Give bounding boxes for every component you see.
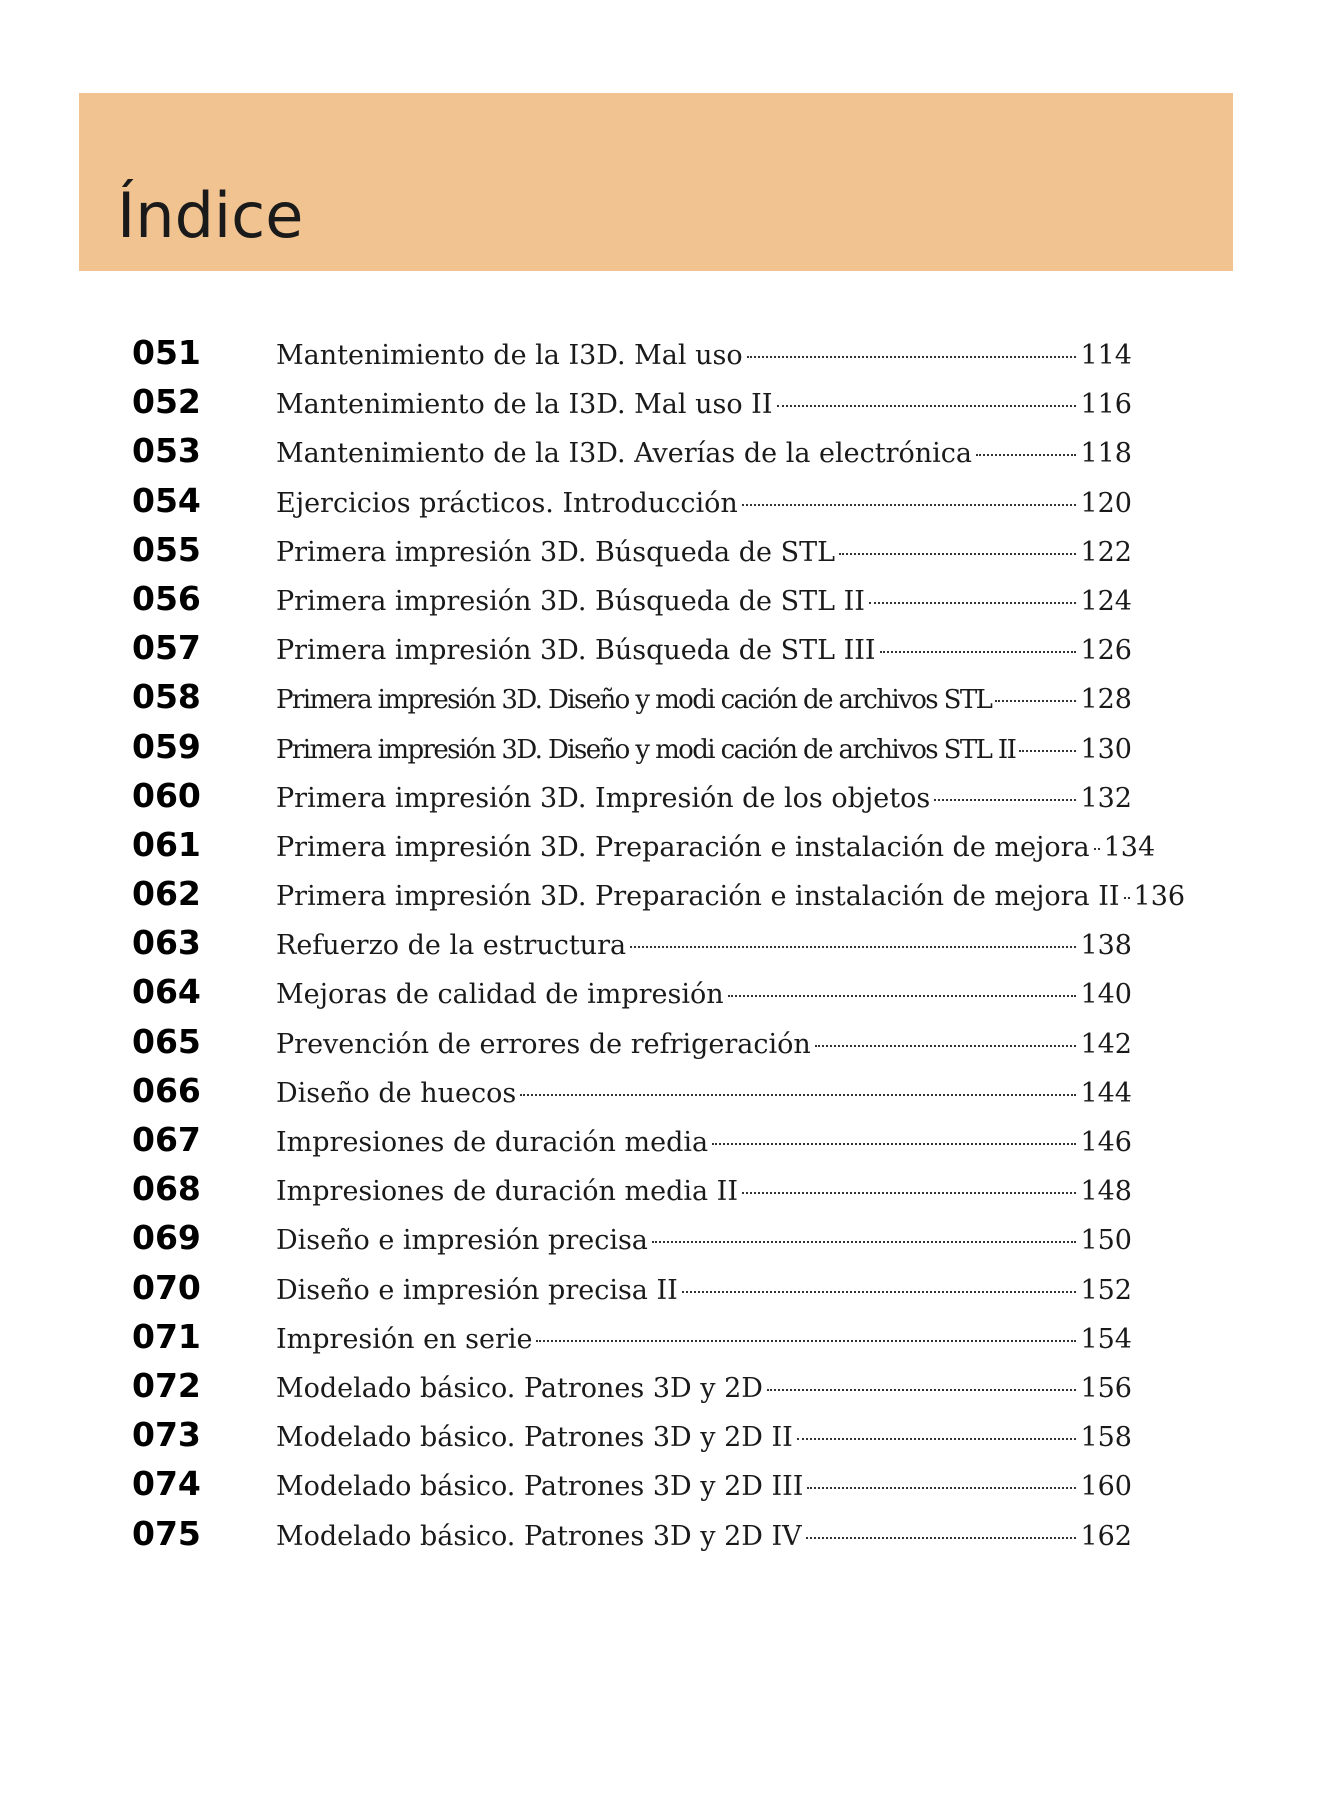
toc-entry-title-line <box>276 930 1132 961</box>
toc-entry-title-line <box>276 1225 1132 1256</box>
toc-entry-number: 073 <box>132 1415 201 1455</box>
toc-entry[interactable] <box>132 776 1132 825</box>
toc-dot-leader <box>807 1487 1076 1489</box>
toc-entry-title-line <box>276 832 1155 863</box>
toc-entry-title-line <box>276 488 1132 519</box>
toc-entry[interactable] <box>132 1464 1132 1513</box>
toc-entry-title-line <box>276 1078 1132 1109</box>
toc-entry-title-line <box>276 635 1132 666</box>
toc-entry-title: Mantenimiento de la I3D. Mal uso <box>276 340 743 371</box>
toc-entry-page: 120 <box>1080 487 1132 519</box>
toc-entry[interactable] <box>132 628 1132 677</box>
toc-entry[interactable] <box>132 431 1132 480</box>
toc-entry-title-line <box>276 1275 1132 1306</box>
toc-entry[interactable] <box>132 1218 1132 1267</box>
toc-dot-leader <box>797 1438 1077 1440</box>
toc-dot-leader <box>815 1045 1077 1047</box>
toc-entry-number: 066 <box>132 1070 201 1110</box>
toc-dot-leader <box>520 1094 1076 1096</box>
toc-entry[interactable] <box>132 1317 1132 1366</box>
toc-dot-leader <box>682 1291 1077 1293</box>
toc-entry-title-line <box>276 340 1132 371</box>
toc-entry-page: 142 <box>1080 1028 1132 1060</box>
toc-entry-number: 057 <box>132 628 201 668</box>
toc-entry-title: Primera impresión 3D. Búsqueda de STL <box>276 536 836 568</box>
toc-entry-page: 144 <box>1080 1077 1132 1109</box>
toc-entry-page: 160 <box>1080 1471 1132 1503</box>
toc-entry-number: 075 <box>132 1513 201 1553</box>
toc-entry[interactable] <box>132 1071 1132 1120</box>
toc-entry-page: 130 <box>1080 733 1132 765</box>
toc-entry[interactable] <box>132 530 1132 579</box>
toc-entry[interactable] <box>132 1366 1132 1415</box>
toc-entry[interactable] <box>132 382 1132 431</box>
toc-entry[interactable] <box>132 1415 1132 1464</box>
toc-entry-page: 154 <box>1080 1323 1132 1355</box>
toc-dot-leader <box>806 1537 1077 1539</box>
toc-entry-title-line <box>276 1324 1132 1355</box>
toc-entry-page: 134 <box>1103 831 1156 863</box>
toc-entry-page: 126 <box>1080 635 1132 667</box>
toc-entry-number: 058 <box>132 677 201 717</box>
toc-entry-title-line <box>276 1373 1132 1404</box>
toc-entry-page: 136 <box>1133 881 1186 913</box>
toc-dot-leader <box>1124 897 1130 899</box>
toc-entry-title: Modelado básico. Patrones 3D y 2D III <box>276 1471 804 1503</box>
toc-entry-page: 118 <box>1080 438 1132 470</box>
toc-entry-title-line <box>276 586 1132 617</box>
toc-entry-number: 068 <box>132 1169 201 1209</box>
toc-entry[interactable] <box>132 333 1132 382</box>
toc-entry-page: 114 <box>1080 340 1132 371</box>
toc-entry-title-line <box>276 734 1132 765</box>
toc-entry-title-line <box>276 1422 1132 1453</box>
toc-entry-title: Primera impresión 3D. Diseño y modi cación de archivos STL <box>276 685 992 716</box>
toc-entry-page: 124 <box>1080 585 1132 617</box>
toc-dot-leader <box>767 1389 1077 1391</box>
toc-entry-page: 132 <box>1080 782 1132 814</box>
toc-entry-title: Mejoras de calidad de impresión <box>276 979 724 1011</box>
toc-entry-title-line <box>276 389 1132 420</box>
toc-entry-title: Diseño e impresión precisa II <box>276 1274 678 1306</box>
toc-entry-title: Impresión en serie <box>276 1323 533 1355</box>
toc-dot-leader <box>934 799 1076 801</box>
toc-dot-leader <box>742 504 1077 506</box>
toc-entry-number: 064 <box>132 972 201 1012</box>
header-band <box>79 93 1233 271</box>
toc-entry-number: 059 <box>132 726 201 766</box>
toc-entry[interactable] <box>132 579 1132 628</box>
toc-entry[interactable] <box>132 677 1132 726</box>
toc-dot-leader <box>742 1192 1076 1194</box>
toc-entry-title: Primera impresión 3D. Diseño y modi cación de archivos STL II <box>276 734 1016 765</box>
toc-entry-number: 072 <box>132 1365 201 1405</box>
toc-entry-number: 062 <box>132 874 201 914</box>
toc-entry-page: 150 <box>1080 1225 1132 1257</box>
toc-entry-title: Mantenimiento de la I3D. Averías de la electrónica <box>276 438 972 470</box>
toc-dot-leader <box>976 454 1076 456</box>
toc-entry-number: 055 <box>132 529 201 569</box>
toc-entry-page: 140 <box>1080 979 1132 1011</box>
toc-dot-leader <box>1094 848 1100 850</box>
toc-entry-title: Prevención de errores de refrigeración <box>276 1028 811 1060</box>
toc-entry-title: Impresiones de duración media II <box>276 1176 739 1208</box>
toc-dot-leader <box>839 553 1076 555</box>
toc-entry-number: 061 <box>132 824 201 864</box>
toc-entry-title: Primera impresión 3D. Preparación e instalación de mejora II <box>276 881 1120 913</box>
toc-entry-title: Ejercicios prácticos. Introducción <box>276 487 738 519</box>
toc-entry-page: 146 <box>1080 1127 1132 1158</box>
toc-entry-title: Diseño de huecos <box>276 1077 517 1109</box>
toc-entry-number: 053 <box>132 431 201 471</box>
toc-entry-number: 051 <box>132 333 201 372</box>
toc-entry-title: Mantenimiento de la I3D. Mal uso II <box>276 389 773 421</box>
toc-entry-page: 138 <box>1080 930 1132 962</box>
toc-entry-number: 074 <box>132 1464 201 1504</box>
toc-entry-page: 116 <box>1080 389 1132 421</box>
toc-entry[interactable] <box>132 727 1132 776</box>
toc-entry-number: 054 <box>132 480 201 520</box>
toc-entry-page: 158 <box>1080 1422 1132 1454</box>
toc-entry-title: Modelado básico. Patrones 3D y 2D IV <box>276 1520 802 1552</box>
toc-entry-title-line <box>276 1029 1132 1060</box>
toc-entry[interactable] <box>132 923 1132 972</box>
toc-entry[interactable] <box>132 1022 1132 1071</box>
toc-entry[interactable] <box>132 1514 1132 1563</box>
toc-entry-title: Modelado básico. Patrones 3D y 2D II <box>276 1422 793 1454</box>
toc-dot-leader <box>880 651 1077 653</box>
toc-entry-title-line <box>276 1127 1132 1158</box>
toc-entry[interactable] <box>132 824 1156 874</box>
toc-entry-title: Primera impresión 3D. Preparación e instalación de mejora <box>276 831 1090 863</box>
toc-entry-title: Primera impresión 3D. Búsqueda de STL II <box>276 585 865 617</box>
toc-entry-number: 056 <box>132 578 201 618</box>
toc-entry-title-line <box>276 783 1132 814</box>
toc-entry-page: 152 <box>1080 1274 1132 1306</box>
table-of-contents <box>132 333 1186 1563</box>
toc-entry-number: 071 <box>132 1316 201 1356</box>
toc-entry-page: 156 <box>1080 1372 1132 1404</box>
toc-entry[interactable] <box>132 972 1132 1021</box>
toc-entry[interactable] <box>132 1120 1132 1169</box>
toc-entry-page: 162 <box>1080 1520 1132 1552</box>
toc-dot-leader <box>777 405 1077 407</box>
toc-entry[interactable] <box>132 1268 1132 1317</box>
toc-entry-page: 122 <box>1080 536 1132 568</box>
toc-entry[interactable] <box>132 1169 1132 1218</box>
toc-entry-title-line <box>276 537 1132 568</box>
toc-entry-title-line <box>276 1521 1132 1552</box>
page-title: Índice <box>117 179 304 252</box>
toc-entry-title: Refuerzo de la estructura <box>276 930 627 962</box>
toc-entry-title-line <box>276 1471 1132 1502</box>
toc-dot-leader <box>652 1241 1077 1243</box>
toc-entry-page: 148 <box>1080 1176 1132 1208</box>
toc-dot-leader <box>1019 750 1076 752</box>
toc-dot-leader <box>747 356 1077 358</box>
toc-entry[interactable] <box>132 874 1186 923</box>
toc-entry-number: 065 <box>132 1021 201 1061</box>
toc-dot-leader <box>536 1340 1076 1342</box>
toc-entry-page: 128 <box>1080 684 1132 716</box>
toc-dot-leader <box>869 602 1077 604</box>
toc-entry-number: 070 <box>132 1267 201 1307</box>
toc-entry-title-line <box>276 881 1185 912</box>
toc-entry-number: 067 <box>132 1120 201 1159</box>
toc-entry-title-line <box>276 979 1132 1010</box>
toc-dot-leader <box>630 946 1076 948</box>
toc-dot-leader <box>728 995 1077 997</box>
toc-entry-title: Modelado básico. Patrones 3D y 2D <box>276 1372 763 1404</box>
toc-entry-number: 052 <box>132 382 201 422</box>
toc-dot-leader <box>712 1143 1076 1145</box>
toc-entry-title-line <box>276 438 1132 469</box>
toc-entry[interactable] <box>132 481 1132 530</box>
toc-entry-number: 063 <box>132 923 201 963</box>
toc-entry-number: 069 <box>132 1218 201 1258</box>
toc-entry-title: Primera impresión 3D. Búsqueda de STL III <box>276 635 876 667</box>
toc-entry-title: Impresiones de duración media <box>276 1127 709 1158</box>
toc-entry-number: 060 <box>132 775 201 815</box>
toc-entry-title-line <box>276 684 1132 715</box>
toc-entry-title-line <box>276 1176 1132 1207</box>
toc-entry-title: Primera impresión 3D. Impresión de los objetos <box>276 782 931 814</box>
toc-dot-leader <box>995 700 1076 702</box>
toc-entry-title: Diseño e impresión precisa <box>276 1225 648 1257</box>
